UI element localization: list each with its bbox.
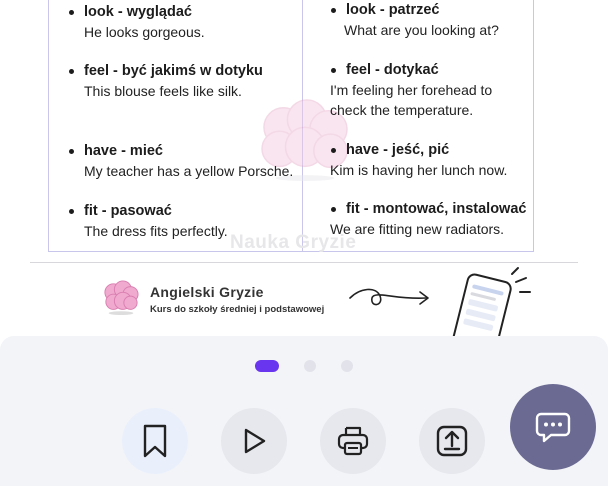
vocab-entry [68, 202, 228, 241]
promo-title[interactable]: Angielski Gryzie [150, 284, 264, 300]
chat-bubble-icon [535, 410, 571, 444]
vocab-example: The dress fits perfectly. [84, 223, 228, 239]
bookmark-button[interactable] [122, 408, 188, 474]
brain-logo-icon [102, 280, 140, 316]
vocab-entry [68, 62, 263, 101]
print-icon [336, 425, 370, 457]
bookmark-icon [139, 423, 171, 459]
vocab-entry [330, 61, 492, 120]
pagination-dot[interactable] [304, 360, 316, 372]
vocab-entry [330, 1, 499, 40]
vocab-entry [330, 141, 507, 180]
vocab-entry [68, 142, 293, 181]
pagination-dots [0, 358, 608, 372]
vocab-example: What are you looking at? [344, 22, 499, 38]
curly-arrow-icon [346, 282, 434, 312]
share-icon [435, 424, 469, 458]
vocab-example: My teacher has a yellow Porsche. [84, 163, 294, 179]
vocab-example: This blouse feels like silk. [84, 83, 242, 99]
vocab-example-line-2: check the temperature. [330, 102, 474, 118]
vocab-term: feel - być jakimś w dotyku [68, 62, 263, 81]
share-button[interactable] [419, 408, 485, 474]
print-button[interactable] [320, 408, 386, 474]
chat-button[interactable] [510, 384, 596, 470]
vocab-term: look - patrzeć [330, 1, 499, 20]
pagination-dot[interactable] [341, 360, 353, 372]
vocab-term: fit - pasować [68, 202, 228, 221]
play-button[interactable] [221, 408, 287, 474]
phone-illustration-icon [440, 266, 532, 336]
vocab-example: We are fitting new radiators. [330, 221, 505, 237]
section-divider [30, 262, 578, 263]
vocab-term: feel - dotykać [330, 61, 492, 80]
vocab-example-line-1: I'm feeling her forehead to [330, 82, 493, 98]
promo-subtitle[interactable]: Kurs do szkoły średniej i podstawowej [150, 304, 325, 315]
vocab-term: have - jeść, pić [330, 141, 507, 160]
pagination-dot-active[interactable] [255, 360, 279, 372]
vocab-entry [330, 200, 526, 239]
vocab-entry [68, 3, 205, 42]
play-icon [239, 426, 269, 456]
vocab-term: fit - montować, instalować [330, 200, 526, 219]
vocab-term: look - wyglądać [68, 3, 205, 22]
vocab-term: have - mieć [68, 142, 293, 161]
watermark-text: Nauka Gryzie [230, 232, 357, 253]
vocab-example: Kim is having her lunch now. [330, 162, 508, 178]
vocab-example: He looks gorgeous. [84, 24, 205, 40]
